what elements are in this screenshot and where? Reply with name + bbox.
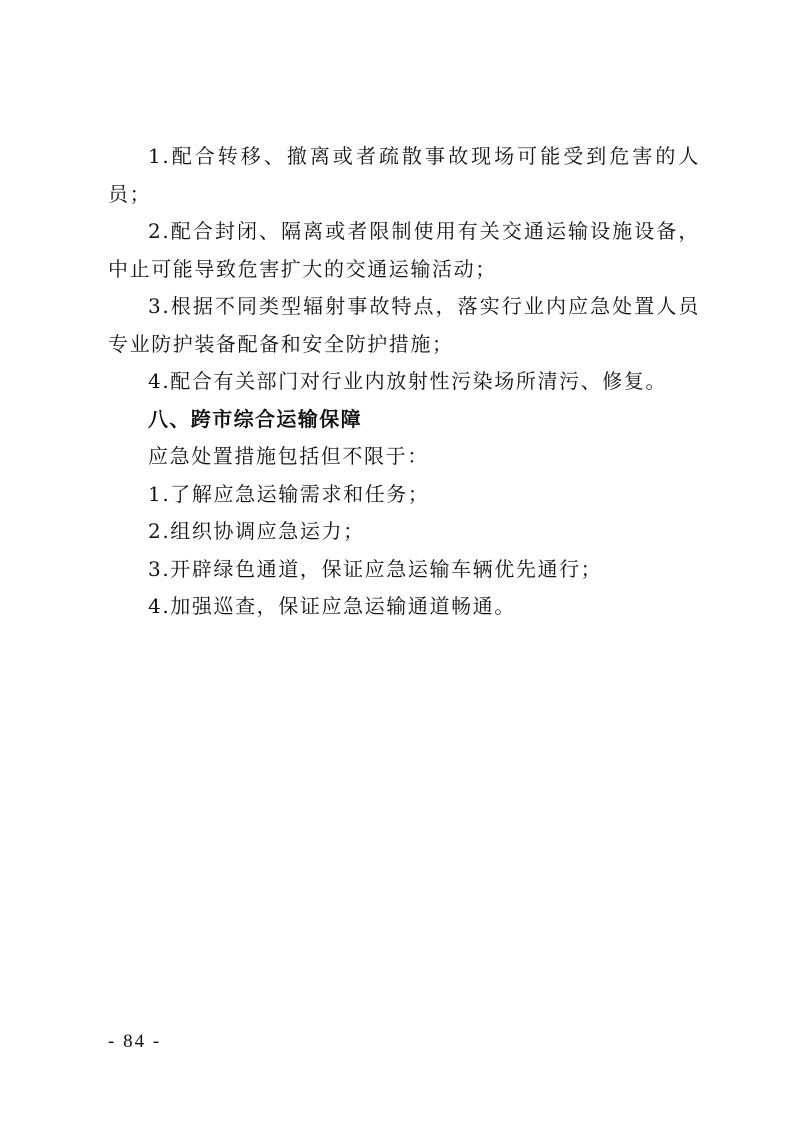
list-item: 2.组织协调应急运力； bbox=[148, 519, 365, 543]
list-item: 3.开辟绿色通道，保证应急运输车辆优先通行； bbox=[148, 556, 603, 581]
section-intro: 应急处置措施包括但不限于： bbox=[148, 444, 429, 468]
list-item: 1.配合转移、撤离或者疏散事故现场可能受到危害的人员； bbox=[108, 144, 700, 206]
section-heading: 八、跨市综合运输保障 bbox=[148, 406, 362, 431]
document-body bbox=[108, 138, 700, 626]
page-number: - 84 - bbox=[108, 1031, 162, 1052]
list-item: 4.加强巡查，保证应急运输通道畅通。 bbox=[148, 594, 516, 618]
list-item: 1.了解应急运输需求和任务； bbox=[148, 481, 430, 506]
list-item: 3.根据不同类型辐射事故特点，落实行业内应急处置人员专业防护装备配备和安全防护措施； bbox=[108, 294, 700, 356]
list-item: 2.配合封闭、隔离或者限制使用有关交通运输设施设备，中止可能导致危害扩大的交通运输活动； bbox=[108, 219, 700, 281]
list-item: 4.配合有关部门对行业内放射性污染场所清污、修复。 bbox=[148, 369, 668, 393]
